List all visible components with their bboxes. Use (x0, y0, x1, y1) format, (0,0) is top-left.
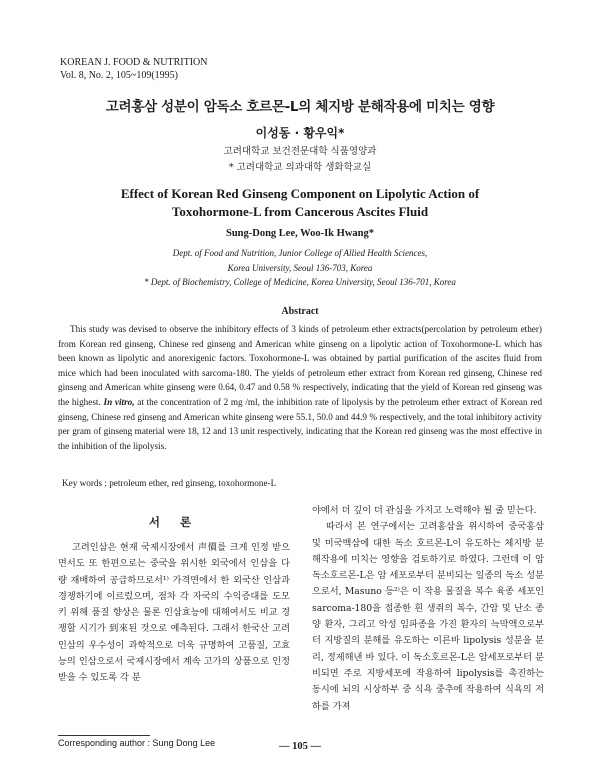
left-column (58, 540, 290, 687)
journal-volume: Vol. 8, No. 2, 105~109(1995) (60, 70, 179, 81)
intro-paragraph-right-2: 따라서 본 연구에서는 고려홍삼을 위시하여 중국홍삼 및 미국백삼에 대한 독소 호르몬-L이 유도하는 체지방 분해작용에 미치는 영향을 검토하기로 하였다. 그런데 이 암독소호르몬-L은 암 세포로부터 분비되는 일종의 독소 성분으로서, Masuno 등²⁾은 이 작용 물질을 복수 육종 세포인 sarcoma-180을 접종한 흰 생쥐의 복수, 간암 및 난소 종양 환자, 그리고 악성 임파종을 가진 환자의 늑막액으로부터 지방질의 분해를 유도하는 이른바 lipolysis 성분을 분리, 정제해낸 바 있다. 이 독소호르몬-L은 암세포로부터 분비되면 주로 지방세포에 작용하여 lipolysis를 촉진하는 동시에 뇌의 시상하부 중 식욕 중추에 작용하여 식욕의 저하를 가져 (312, 521, 544, 712)
footnote-rule (58, 735, 150, 736)
journal-name: KOREAN J. FOOD & NUTRITION (60, 57, 208, 68)
abstract-part-2: at the concentration of 2 mg /ml, the inhibition rate of lipolysis by the petroleum ether extract of Korean red ginseng, Chinese red ginseng and American white ginseng were 55.1, 50.0 and 44.9 % respectively, and the total inhibitory activity per gram of ginseng material were 18, 12 and 13 unit respectively, indicating that the Korean red ginseng was the most effective in the inhibition of the lipolysis. (58, 396, 543, 451)
korean-authors: 이성동 · 황우익* (255, 126, 345, 140)
keywords: Key words : petroleum ether, red ginseng, toxohormone-L (62, 478, 277, 488)
abstract-heading: Abstract (281, 306, 319, 317)
english-affiliation-2: Korea University, Seoul 136-703, Korea (227, 263, 373, 273)
korean-title: 고려홍삼 성분이 암독소 호르몬-L의 체지방 분해작용에 미치는 영향 (105, 99, 495, 115)
journal-header (60, 56, 208, 82)
introduction-heading: 서 론 (148, 515, 200, 529)
english-affiliation-1: Dept. of Food and Nutrition, Junior College of Allied Health Sciences, (172, 248, 428, 258)
korean-affiliation-2: * 고려대학교 의과대학 생화학교실 (228, 162, 372, 173)
intro-paragraph-right-1: 야에서 더 깊이 더 관심을 가지고 노력해야 될 줄 믿는다. (312, 505, 537, 516)
english-title-line-2: Toxohormone-L from Cancerous Ascites Fluid (171, 204, 429, 219)
abstract-part-1: This study was devised to observe the inhibitory effects of 3 kinds of petroleum ether extracts(percolation by petroleum ether) from Korean red ginseng, Chinese red ginseng and American white ginseng on a lipolytic action of Toxohormone-L which has been known as lipolytic and anorexigenic factors. Toxohormone-L was obtained by partial purification of the ascites fluid from mice which had been inoculated with sarcoma-180. The yields of petroleum ether extract from Korean red ginseng, Chinese red ginseng and American white ginseng were 0.64, 0.47 and 0.58 % respectively, indicating that the yield of Korean red ginseng was the highest. (58, 324, 542, 407)
abstract-in-vitro: In vitro, (103, 396, 135, 407)
intro-paragraph-left: 고려인삼은 현재 국제시장에서 声價를 크게 인정 받으면서도 또 한편으로는 중국을 위시한 외국에서 인삼을 다량 재배하여 공급하므로서¹⁾ 가격면에서 한 외국산 인삼과 경쟁하기에 이르렀으며, 점차 각 자국의 수익증대를 도모키 위해 품질 향상은 물론 인삼효능에 대해여서도 비교 경쟁할 시기가 到來된 것으로 예측된다. 그래서 한국산 고려인삼의 우수성이 과학적으로 더욱 규명하여 고품질, 고효능의 인삼으로서 국제시장에서 계속 고가의 상품으로 인정받을 수 있도록 각 분 (58, 542, 290, 684)
right-column (312, 503, 544, 715)
english-title-line-1: Effect of Korean Red Ginseng Component on Lipolytic Action of (120, 186, 480, 201)
korean-affiliation-1: 고려대학교 보건전문대학 식품영양과 (223, 146, 377, 157)
corresponding-author: Corresponding author : Sung Dong Lee (58, 738, 216, 748)
abstract-body (58, 322, 542, 453)
page-number: — 105 — (279, 741, 321, 752)
english-affiliation-3: * Dept. of Biochemistry, College of Medicine, Korea University, Seoul 136-701, Korea (144, 277, 456, 287)
english-authors: Sung-Dong Lee, Woo-Ik Hwang* (225, 228, 374, 239)
